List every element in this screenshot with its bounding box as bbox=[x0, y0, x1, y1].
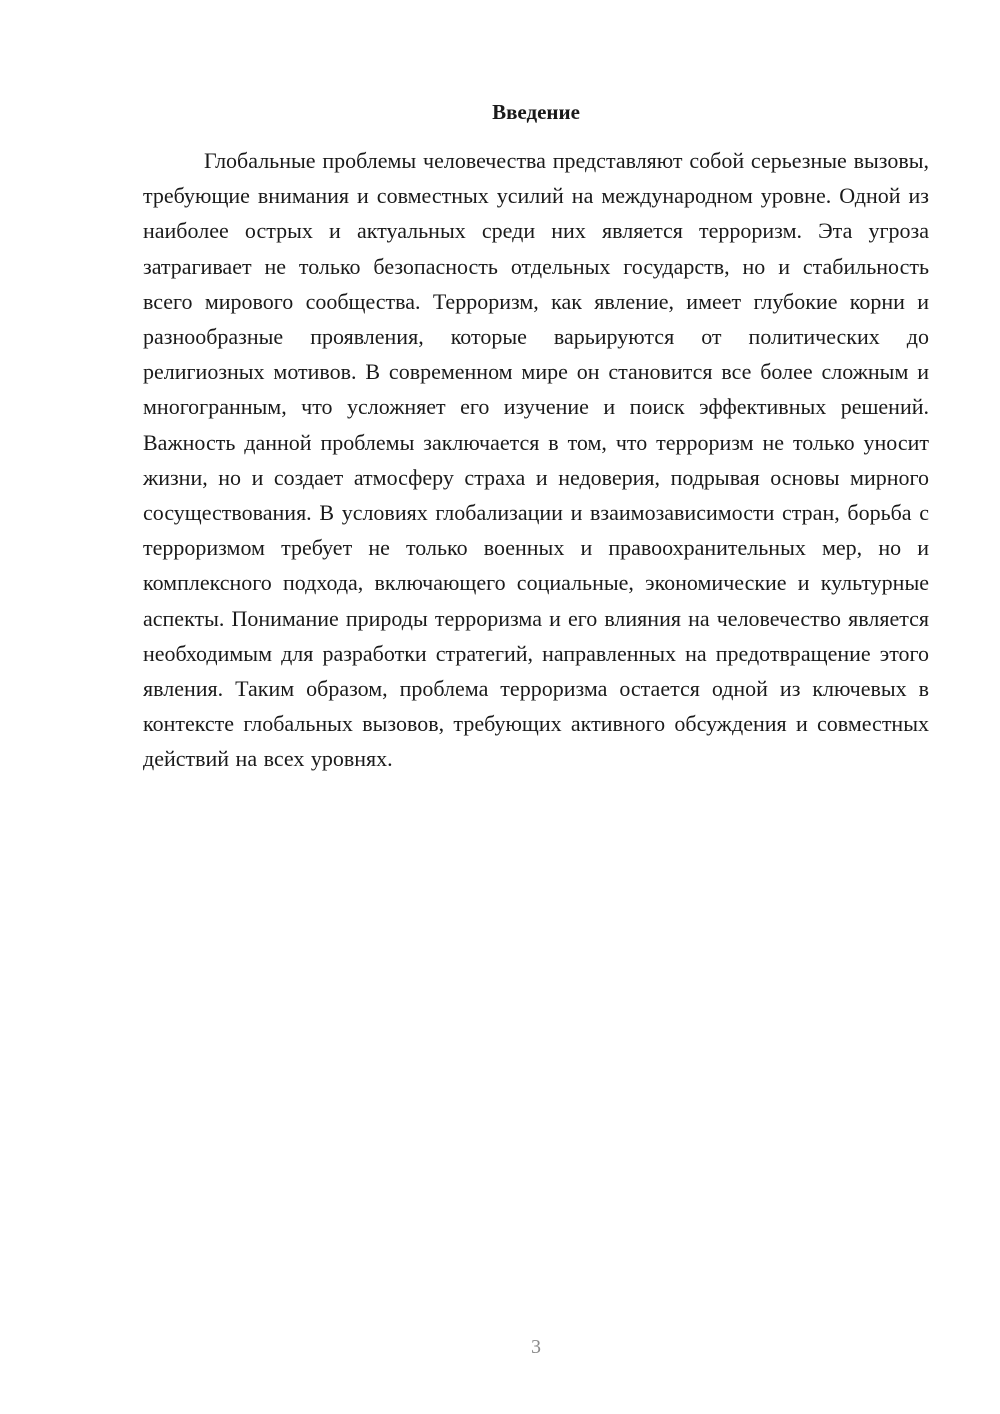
introduction-paragraph: Глобальные проблемы человечества представляют собой серьезные вызовы, требующие внимания и совместных усилий на международном уровне. Одной из наиболее острых и актуальных среди них является терроризм. Эта угроза затрагивает не только безопасность отдельных государств, но и стабильность всего мирового сообщества. Терроризм, как явление, имеет глубокие корни и разнообразные проявления, которые варьируются от политических до религиозных мотивов. В современном мире он становится все более сложным и многогранным, что усложняет его изучение и поиск эффективных решений. Важность данной проблемы заключается в том, что терроризм не только уносит жизни, но и создает атмосферу страха и недоверия, подрывая основы мирного сосуществования. В условиях глобализации и взаимозависимости стран, борьба с терроризмом требует не только военных и правоохранительных мер, но и комплексного подхода, включающего социальные, экономические и культурные аспекты. Понимание природы терроризма и его влияния на человечество является необходимым для разработки стратегий, направленных на предотвращение этого явления. Таким образом, проблема терроризма остается одной из ключевых в контексте глобальных вызовов, требующих активного обсуждения и совместных действий на всех уровнях. bbox=[143, 148, 929, 772]
section-heading: Введение bbox=[492, 100, 580, 124]
page-number: 3 bbox=[531, 1336, 541, 1358]
